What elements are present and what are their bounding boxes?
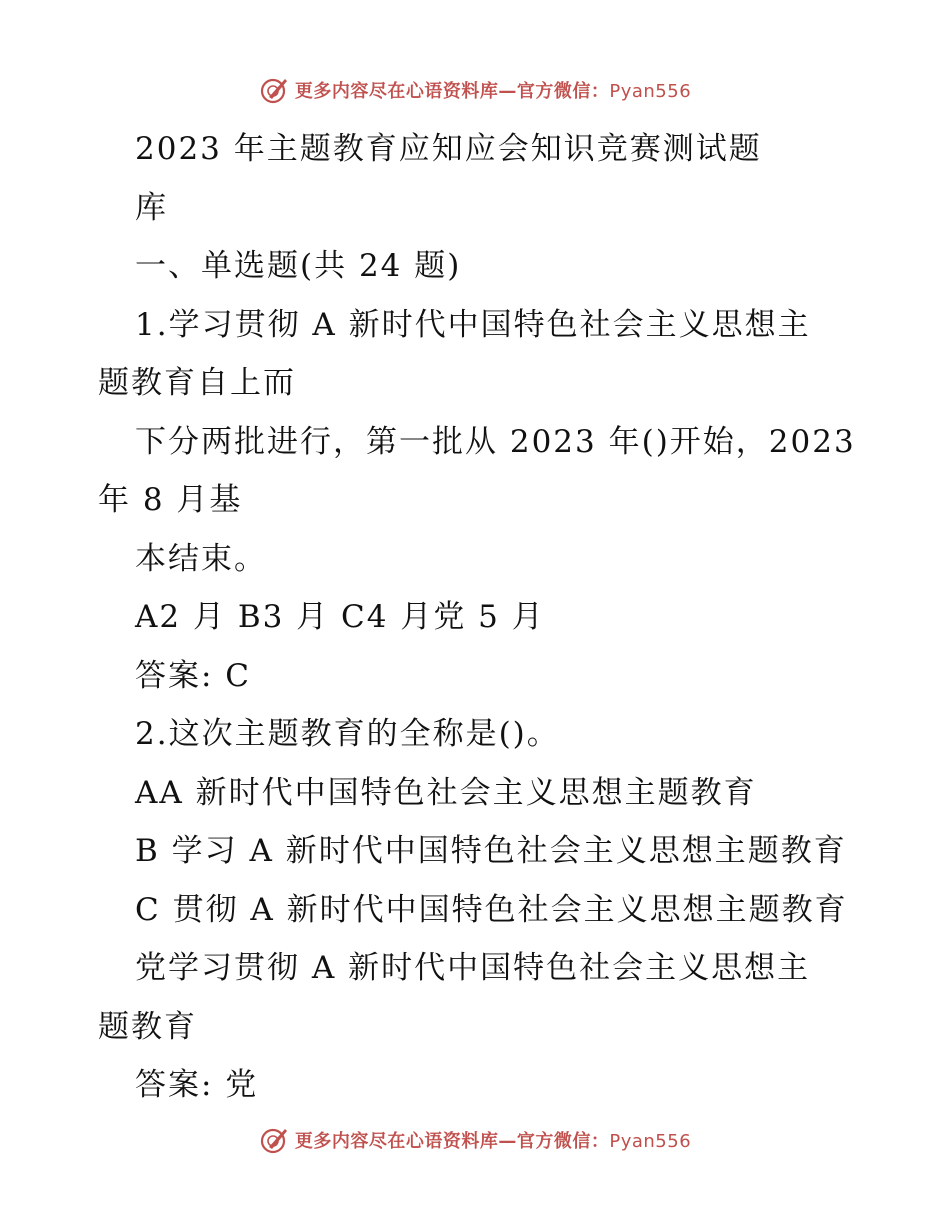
text-line: 库	[135, 189, 168, 226]
document-body	[98, 120, 858, 1115]
watermark-text: 更多内容尽在心语资料库—官方微信：Pyan556	[294, 1131, 692, 1152]
quill-seal-icon	[259, 1125, 289, 1155]
text-line: 党学习贯彻 A 新时代中国特色社会主义思想主	[135, 950, 811, 986]
text-line: 年 8 月基	[98, 482, 243, 518]
text-line: 下分两批进行，第一批从 2023 年()开始，2023	[135, 423, 856, 460]
text-line: 2023 年主题教育应知应会知识竞赛测试题	[135, 131, 762, 167]
text-line: B 学习 A 新时代中国特色社会主义思想主题教育	[135, 833, 847, 869]
text-line: 1.学习贯彻 A 新时代中国特色社会主义思想主	[135, 306, 811, 343]
quill-seal-icon	[259, 75, 289, 105]
text-line: AA 新时代中国特色社会主义思想主题教育	[135, 774, 757, 811]
text-line: C 贯彻 A 新时代中国特色社会主义思想主题教育	[135, 891, 848, 928]
text-line: 一、单选题(共 24 题)	[135, 248, 462, 284]
text-line: 答案: C	[135, 657, 252, 694]
watermark-text: 更多内容尽在心语资料库—官方微信：Pyan556	[294, 81, 692, 102]
text-line: 题教育自上而	[98, 365, 296, 401]
text-line: 答案: 党	[135, 1067, 259, 1103]
text-line: 题教育	[98, 1008, 197, 1045]
text-line: A2 月 B3 月 C4 月党 5 月	[135, 599, 545, 635]
text-line: 本结束。	[135, 540, 267, 577]
text-line: 2.这次主题教育的全称是()。	[135, 716, 560, 752]
footer-watermark	[0, 1120, 950, 1160]
header-watermark	[0, 70, 950, 110]
